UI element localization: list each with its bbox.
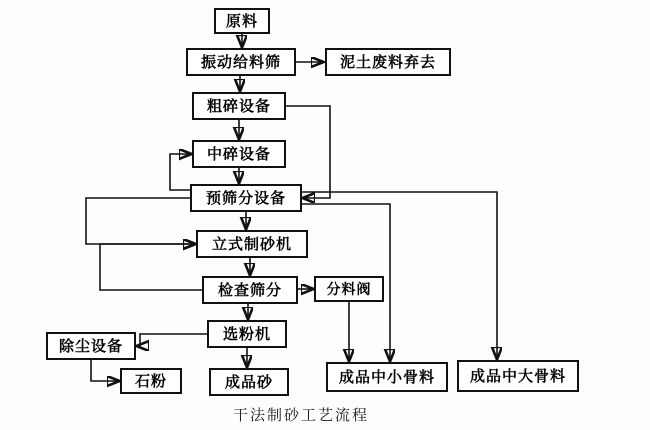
node-coarse-crusher[interactable] [192,92,286,120]
node-pre-screening[interactable] [190,184,302,212]
node-label: 石粉 [134,372,167,390]
node-label: 检查筛分 [217,281,282,299]
node-label: 分料阀 [326,281,372,297]
node-label: 成品中小骨料 [338,368,435,386]
node-vibrating-feeder[interactable] [186,48,296,76]
node-finished-sand[interactable] [209,368,289,396]
node-raw[interactable] [214,8,270,34]
node-label: 原料 [225,12,258,30]
node-label: 泥土废料弃去 [339,53,436,71]
node-label: 立式制砂机 [211,235,292,253]
node-label: 粗碎设备 [206,97,271,115]
node-splitter-valve[interactable] [314,276,384,302]
node-medium-crusher[interactable] [192,140,286,168]
node-label: 预筛分设备 [205,189,286,207]
node-label: 成品中大骨料 [469,367,566,385]
node-label: 成品砂 [224,373,273,391]
node-waste-discard[interactable] [325,48,451,76]
node-dust-removal[interactable] [46,332,136,360]
node-label: 中碎设备 [206,145,271,163]
node-check-screening[interactable] [202,276,298,304]
node-finished-medium-large-aggregate[interactable] [457,360,579,392]
node-finished-small-medium-aggregate[interactable] [326,362,448,392]
node-vertical-sand-maker[interactable] [196,230,308,258]
diagram-title: 干法制砂工艺流程 [233,407,370,424]
node-powder-classifier[interactable] [207,320,287,348]
node-label: 除尘设备 [58,337,123,355]
node-label: 选粉机 [222,325,271,343]
node-label: 振动给料筛 [200,53,281,71]
node-stone-powder[interactable] [120,368,182,394]
